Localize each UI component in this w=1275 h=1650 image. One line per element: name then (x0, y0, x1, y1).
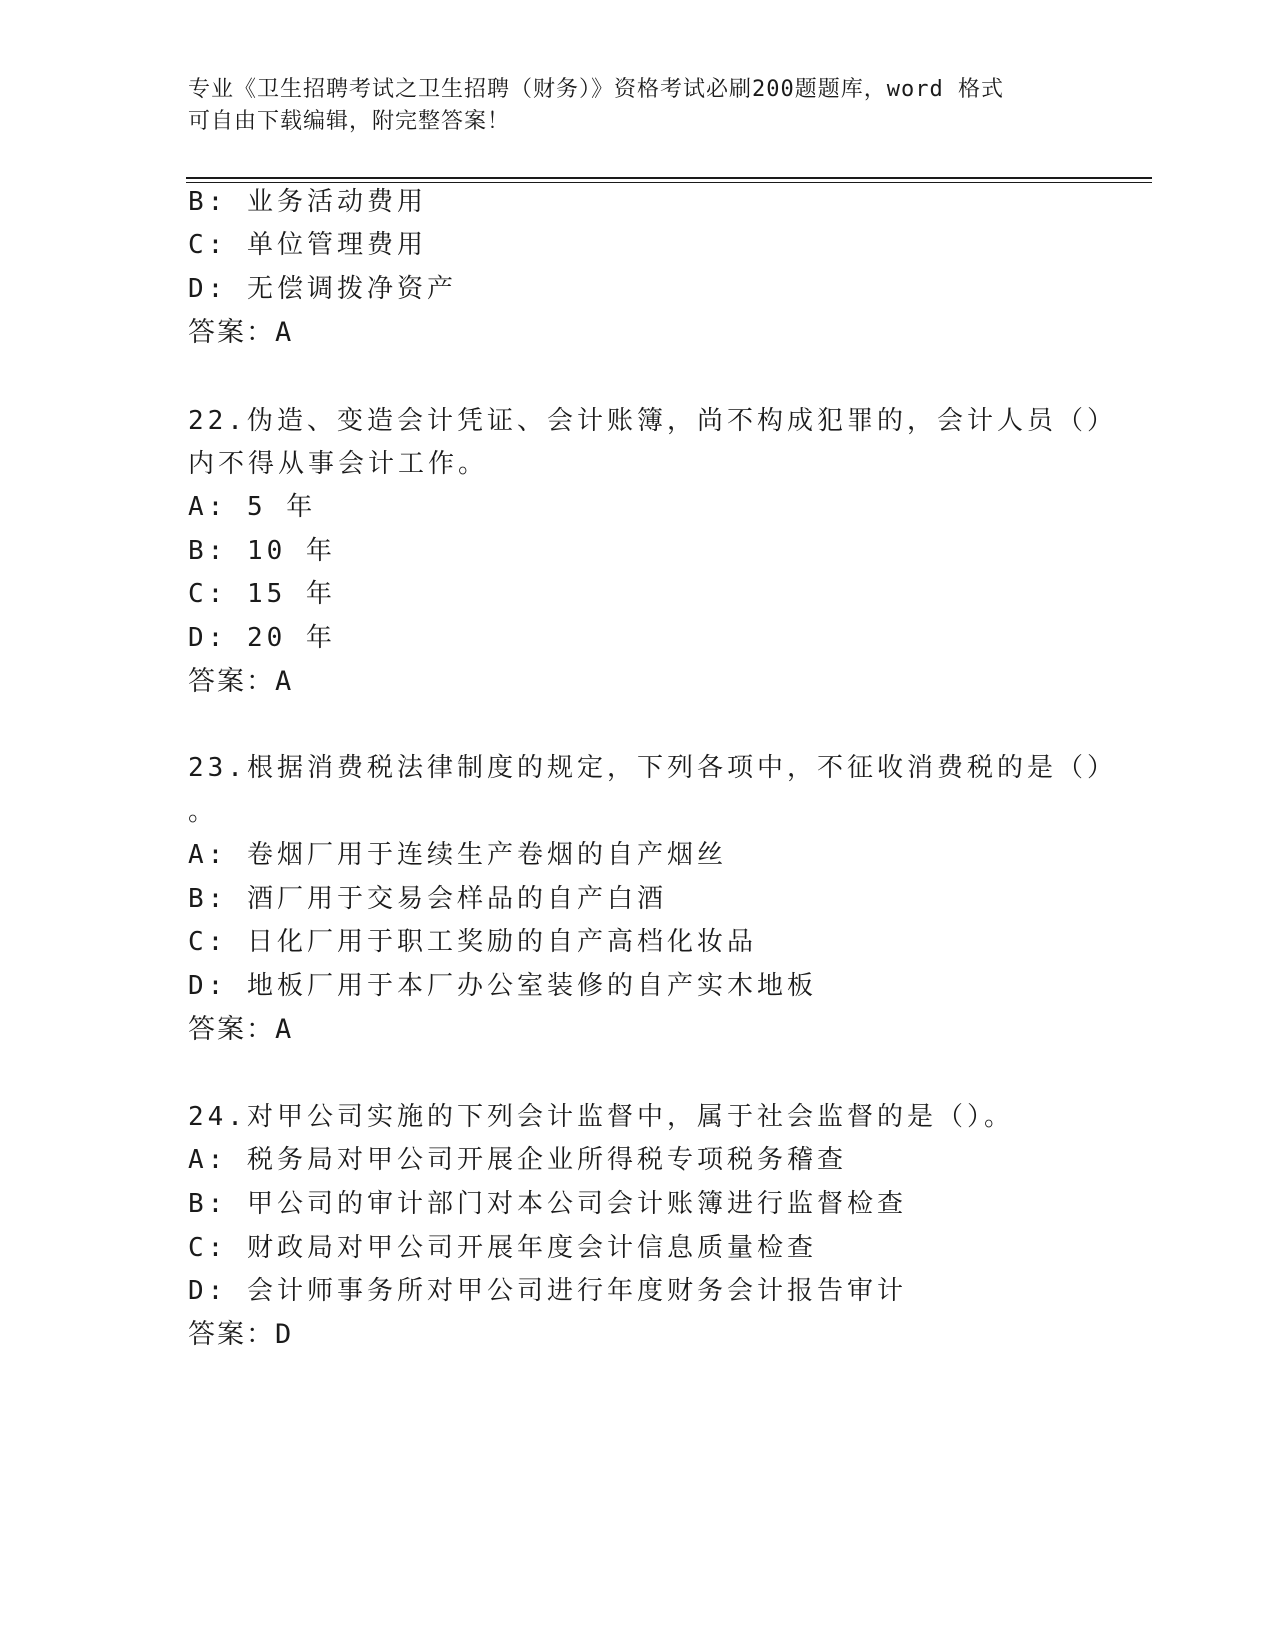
q23-stem-line-1: 23.根据消费税法律制度的规定，下列各项中，不征收消费税的是（） (188, 753, 1117, 783)
option-text: 会计师事务所对甲公司进行年度财务会计报告审计 (246, 1276, 907, 1306)
option-text: 日化厂用于职工奖励的自产高档化妆品 (246, 927, 757, 957)
option-label: C: (188, 230, 228, 260)
option-label: D: (188, 274, 228, 304)
answer-label: 答案： (188, 317, 275, 348)
q24-option-a (188, 1144, 847, 1176)
option-label: A: (188, 840, 228, 870)
q22-option-a (188, 491, 316, 523)
option-label: C: (188, 579, 228, 609)
option-text: 5 年 (246, 492, 317, 522)
option-label: A: (188, 1145, 228, 1175)
answer-label: 答案： (188, 1014, 275, 1045)
option-label: B: (188, 536, 228, 566)
q23-option-a (188, 839, 727, 871)
option-label: B: (188, 1189, 228, 1219)
prev-option-b (188, 186, 427, 218)
option-label: D: (188, 1276, 228, 1306)
q24-option-d (188, 1275, 907, 1307)
q23-answer (188, 1014, 293, 1046)
option-label: B: (188, 884, 228, 914)
header-divider-thick (186, 177, 1152, 179)
document-header (188, 74, 1088, 138)
option-label: B: (188, 187, 228, 217)
option-text: 15 年 (246, 579, 336, 609)
option-label: C: (188, 927, 228, 957)
answer-label: 答案： (188, 666, 275, 697)
option-text: 单位管理费用 (246, 230, 427, 260)
prev-option-c (188, 229, 427, 261)
q23-option-b (188, 883, 667, 915)
option-text: 酒厂用于交易会样品的自产白酒 (246, 884, 667, 914)
answer-label: 答案： (188, 1319, 275, 1350)
q23-stem-line-2: 。 (188, 797, 219, 827)
q23-option-c (188, 926, 757, 958)
option-text: 财政局对甲公司开展年度会计信息质量检查 (246, 1233, 817, 1263)
answer-value: A (275, 317, 294, 348)
q22-stem-line-1: 22.伪造、变造会计凭证、会计账簿，尚不构成犯罪的，会计人员（） (188, 406, 1117, 436)
prev-answer (188, 317, 293, 349)
q22-option-c (188, 578, 336, 610)
header-line-1: 专业《卫生招聘考试之卫生招聘（财务）》资格考试必刷200题题库，word 格式 (188, 77, 1004, 102)
q24-option-b (188, 1188, 907, 1220)
option-text: 甲公司的审计部门对本公司会计账簿进行监督检查 (246, 1189, 907, 1219)
q22-option-d (188, 622, 336, 654)
option-label: D: (188, 623, 228, 653)
option-text: 业务活动费用 (246, 187, 427, 217)
option-label: D: (188, 971, 228, 1001)
answer-value: A (275, 1014, 294, 1045)
header-divider-thin (186, 182, 1152, 183)
option-text: 无偿调拨净资产 (246, 274, 457, 304)
option-text: 地板厂用于本厂办公室装修的自产实木地板 (246, 971, 817, 1001)
q22-stem-line-2: 内不得从事会计工作。 (188, 449, 489, 479)
option-label: C: (188, 1233, 228, 1263)
header-line-2: 可自由下载编辑，附完整答案！ (188, 109, 511, 134)
option-text: 20 年 (246, 623, 336, 653)
option-text: 卷烟厂用于连续生产卷烟的自产烟丝 (246, 840, 727, 870)
q22-answer (188, 666, 293, 698)
option-text: 税务局对甲公司开展企业所得税专项税务稽查 (246, 1145, 847, 1175)
answer-value: D (275, 1319, 294, 1350)
q24-stem-line-1: 24.对甲公司实施的下列会计监督中，属于社会监督的是（）。 (188, 1102, 1014, 1132)
prev-option-d (188, 273, 457, 305)
option-label: A: (188, 492, 228, 522)
answer-value: A (275, 666, 294, 697)
q24-option-c (188, 1232, 817, 1264)
q23-option-d (188, 970, 817, 1002)
option-text: 10 年 (246, 536, 336, 566)
q22-option-b (188, 535, 336, 567)
q24-answer (188, 1319, 293, 1351)
